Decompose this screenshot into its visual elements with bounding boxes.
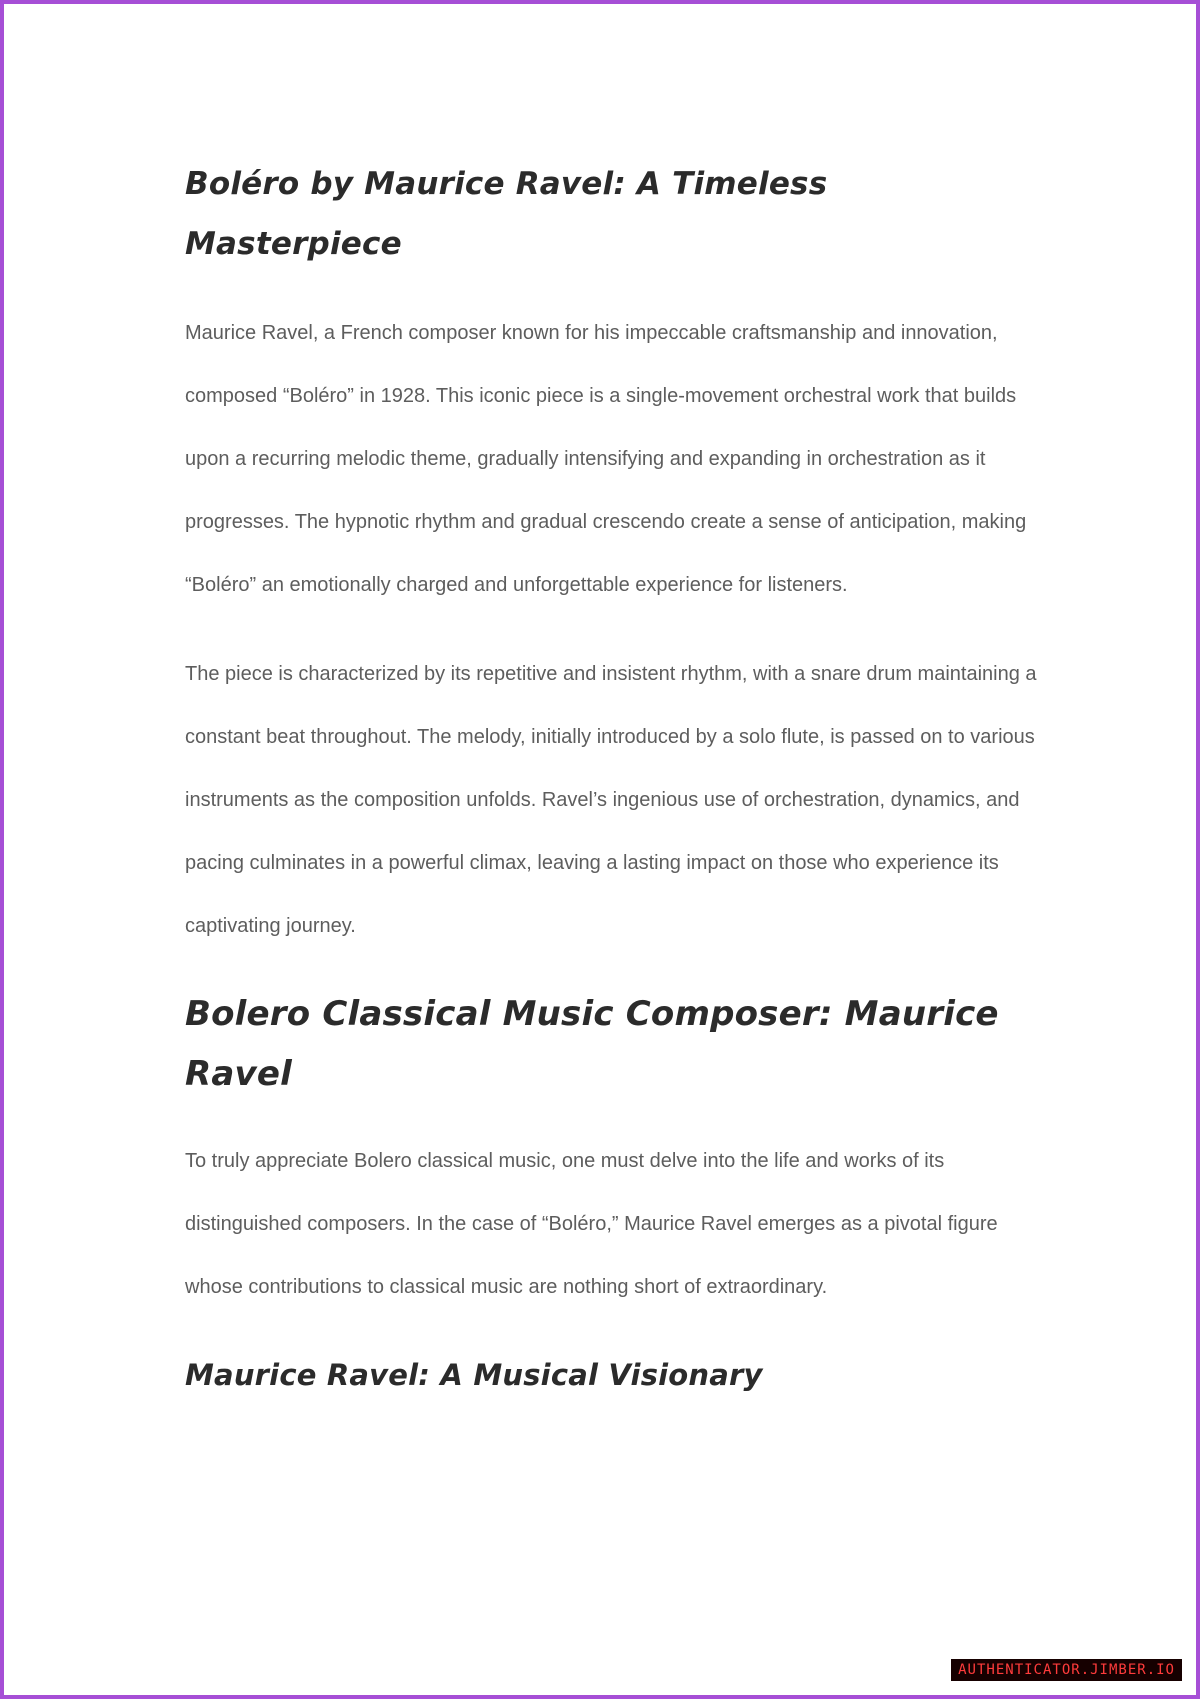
section-heading-composer: Bolero Classical Music Composer: Maurice Ravel: [185, 994, 999, 1094]
paragraph-characteristics: The piece is characterized by its repetitive and insistent rhythm, with a snare drum maintaining a constant beat throughout. The melody, initially introduced by a solo flute, is passed on to various instruments as the composition unfolds. Ravel’s ingenious use of orchestration, dynamics, and pacing culminates in a powerful climax, leaving a lasting impact on those who experience its captivating journey.: [185, 663, 1037, 937]
article-title: Boléro by Maurice Ravel: A Timeless Masterpiece: [185, 166, 828, 262]
section-heading-visionary: Maurice Ravel: A Musical Visionary: [185, 1358, 763, 1392]
paragraph-intro: Maurice Ravel, a French composer known for his impeccable craftsmanship and innovation, composed “Boléro” in 1928. This iconic piece is a single-movement orchestral work that builds upon a recurring melodic theme, gradually intensifying and expanding in orchestration as it progresses. The hypnotic rhythm and gradual crescendo create a sense of anticipation, making “Boléro” an emotionally charged and unforgettable experience for listeners.: [185, 322, 1027, 596]
article-body: [185, 154, 1045, 1405]
watermark-badge: AUTHENTICATOR.JIMBER.IO: [951, 1659, 1182, 1681]
paragraph-composer: To truly appreciate Bolero classical music, one must delve into the life and works of its distinguished composers. In the case of “Boléro,” Maurice Ravel emerges as a pivotal figure whose contributions to classical music are nothing short of extraordinary.: [185, 1150, 998, 1298]
